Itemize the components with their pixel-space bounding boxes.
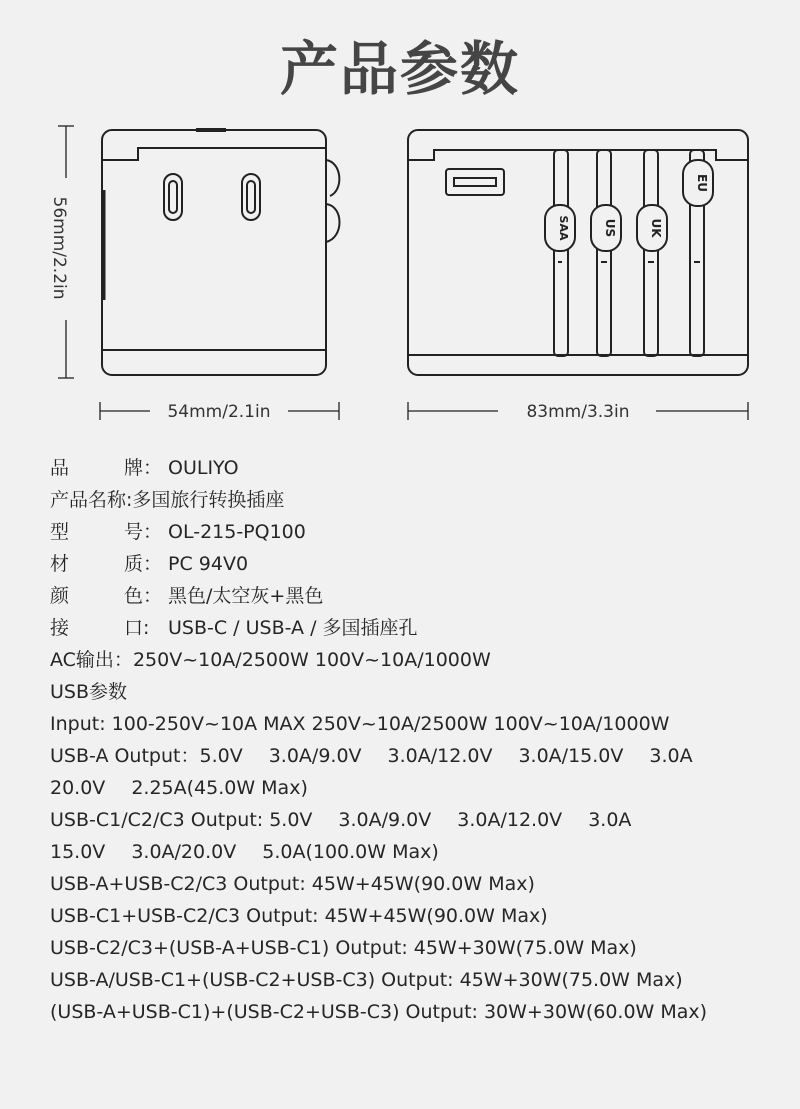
spec-product-name: 产品名称:多国旅行转换插座 [50, 489, 285, 511]
front-top-cap [102, 148, 326, 160]
spec-list [50, 452, 790, 1028]
side-view [408, 130, 748, 375]
side-width-label: 83mm/3.3in [526, 402, 630, 422]
plug-label-us: US [603, 218, 617, 238]
page-title: 产品参数 [279, 35, 520, 103]
spec-usb-c-output-2: 15.0V 3.0A/20.0V 5.0A(100.0W Max) [50, 841, 439, 863]
spec-combo-1: USB-A+USB-C2/C3 Output: 45W+45W(90.0W Max) [50, 873, 535, 895]
spec-brand: 品 牌： OULIYO [50, 457, 239, 479]
usb-c-port-2-inner [247, 181, 255, 213]
model-value: OL-215-PQ100 [168, 521, 306, 543]
spec-model: 型 号： OL-215-PQ100 [50, 521, 306, 543]
front-body [102, 130, 326, 375]
slider-saa [554, 150, 568, 356]
side-knob-lower [326, 204, 340, 242]
brand-value: OULIYO [168, 457, 239, 479]
usb-section-header: USB参数 [50, 681, 128, 703]
product-dimension-diagram [0, 0, 800, 440]
side-knob-upper [326, 160, 339, 196]
front-width-label: 54mm/2.1in [167, 402, 271, 422]
spec-material: 材 质： PC 94V0 [50, 553, 249, 575]
spec-usb-c-output-1: USB-C1/C2/C3 Output: 5.0V 3.0A/9.0V 3.0A/12.0V 3.0A [50, 809, 632, 831]
spec-usb-a-output-1: USB-A Output：5.0V 3.0A/9.0V 3.0A/12.0V 3.0A/15.0V 3.0A [50, 745, 693, 767]
spec-combo-2: USB-C1+USB-C2/C3 Output: 45W+45W(90.0W Max) [50, 905, 548, 927]
side-top-cap [408, 150, 748, 160]
spec-input: Input: 100-250V~10A MAX 250V~10A/2500W 100V~10A/1000W [50, 713, 670, 735]
plug-label-uk: UK [649, 218, 663, 238]
plug-label-saa: SAA [557, 215, 570, 241]
front-view [102, 130, 340, 375]
material-value: PC 94V0 [168, 553, 249, 575]
usb-a-port-inner [454, 178, 496, 186]
spec-ac-output: AC输出：250V~10A/2500W 100V~10A/1000W [50, 649, 491, 671]
spec-combo-3: USB-C2/C3+(USB-A+USB-C1) Output: 45W+30W(75.0W Max) [50, 937, 637, 959]
interface-value: USB-C / USB-A / 多国插座孔 [168, 617, 418, 639]
spec-combo-5: (USB-A+USB-C1)+(USB-C2+USB-C3) Output: 30W+30W(60.0W Max) [50, 1001, 708, 1023]
spec-usb-a-output-2: 20.0V 2.25A(45.0W Max) [50, 777, 308, 799]
ac-output-value: 250V~10A/2500W 100V~10A/1000W [132, 649, 491, 671]
plug-label-eu: EU [695, 174, 709, 192]
product-name-value: 多国旅行转换插座 [132, 489, 285, 511]
color-value: 黑色/太空灰+黑色 [168, 585, 324, 607]
slider-us [597, 150, 611, 356]
slider-uk [644, 150, 658, 356]
height-label: 56mm/2.2in [49, 196, 69, 300]
spec-color: 颜 色： 黑色/太空灰+黑色 [50, 585, 324, 607]
spec-combo-4: USB-A/USB-C1+(USB-C2+USB-C3) Output: 45W+30W(75.0W Max) [50, 969, 683, 991]
usb-c-port-1-inner [169, 181, 177, 213]
spec-interface: 接 口: USB-C / USB-A / 多国插座孔 [50, 617, 418, 639]
